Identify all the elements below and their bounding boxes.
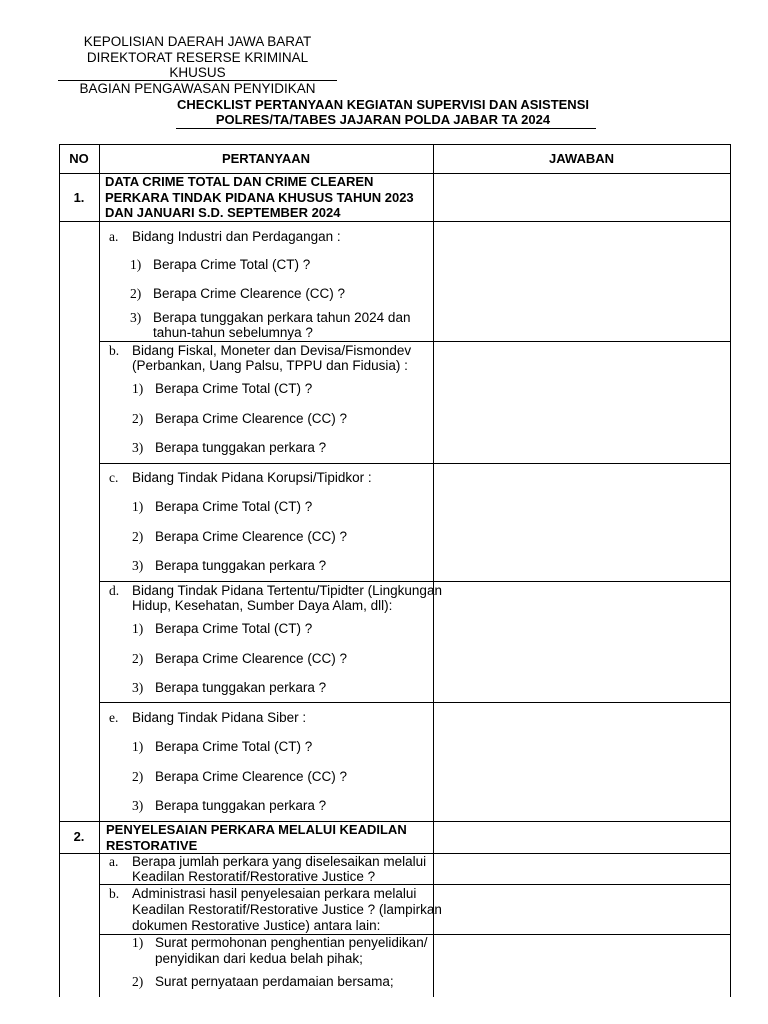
item-marker: d. xyxy=(109,583,120,598)
sub-item-marker: 2) xyxy=(130,286,142,301)
document-title xyxy=(170,97,596,127)
column-header-no: NO xyxy=(69,151,89,166)
item-text: Bidang Tindak Pidana Tertentu/Tipidter (Lingkungan xyxy=(132,583,442,598)
item-marker: b. xyxy=(109,886,120,901)
letterhead-line-1: KEPOLISIAN DAERAH JAWA BARAT xyxy=(83,34,312,49)
sub-item-text: Berapa Crime Clearence (CC) ? xyxy=(155,651,348,666)
sub-item-text: Berapa tunggakan perkara ? xyxy=(155,558,327,573)
item-text: Keadilan Restoratif/Restorative Justice ? (lampirkan xyxy=(132,902,442,917)
table-row-divider xyxy=(59,221,731,222)
sub-item-text: Berapa Crime Total (CT) ? xyxy=(155,621,313,636)
sub-item-text: Berapa tunggakan perkara ? xyxy=(155,440,327,455)
item-text: Bidang Tindak Pidana Korupsi/Tipidkor : xyxy=(132,470,372,485)
item-text: Berapa jumlah perkara yang diselesaikan melalui xyxy=(132,854,427,869)
column-header-jawaban: JAWABAN xyxy=(548,151,614,166)
item-text: Bidang Fiskal, Moneter dan Devisa/Fismondev xyxy=(132,343,412,358)
sub-item-text: Berapa Crime Clearence (CC) ? xyxy=(155,529,348,544)
sub-item-marker: 3) xyxy=(132,558,144,573)
document-title-underline xyxy=(176,128,596,129)
sub-item-text: penyidikan dari kedua belah pihak; xyxy=(155,951,363,966)
letterhead-line-2: DIREKTORAT RESERSE KRIMINAL KHUSUS xyxy=(86,49,309,80)
document-title-line-2: POLRES/TA/TABES JAJARAN POLDA JABAR TA 2024 xyxy=(215,112,551,127)
item-text: Hidup, Kesehatan, Sumber Daya Alam, dll): xyxy=(132,598,393,613)
letterhead-underline xyxy=(58,80,337,81)
sub-item-marker: 1) xyxy=(132,739,144,754)
checklist-table xyxy=(59,144,731,997)
sub-item-marker: 1) xyxy=(132,381,144,396)
sub-item-marker: 2) xyxy=(132,411,144,426)
section-number: 1. xyxy=(73,190,85,205)
sub-item-marker: 2) xyxy=(132,769,144,784)
sub-item-marker: 1) xyxy=(130,257,142,272)
table-row-divider xyxy=(99,702,731,703)
sub-item-text: Berapa Crime Total (CT) ? xyxy=(153,257,311,272)
sub-item-marker: 2) xyxy=(132,529,144,544)
item-text: Bidang Tindak Pidana Siber : xyxy=(132,710,307,725)
table-row-divider xyxy=(99,341,731,342)
item-text: Keadilan Restoratif/Restorative Justice ? xyxy=(132,869,376,884)
section-title: PENYELESAIAN PERKARA MELALUI KEADILAN RESTORATIVE xyxy=(106,822,407,853)
item-marker: e. xyxy=(109,710,119,725)
table-divider-no xyxy=(99,144,100,997)
item-text: Bidang Industri dan Perdagangan : xyxy=(132,229,341,244)
table-row-divider xyxy=(99,463,731,464)
section-title: DATA CRIME TOTAL DAN CRIME CLEAREN PERKARA TINDAK PIDANA KHUSUS TAHUN 2023 DAN JANUARI S.D. SEPTEMBER 2024 xyxy=(105,174,414,220)
sub-item-marker: 1) xyxy=(132,499,144,514)
sub-item-marker: 3) xyxy=(132,680,144,695)
item-marker: a. xyxy=(109,854,119,869)
sub-item-marker: 3) xyxy=(132,798,144,813)
column-header-pertanyaan: PERTANYAAN xyxy=(221,151,311,166)
sub-item-text: Berapa Crime Total (CT) ? xyxy=(155,499,313,514)
item-text: Administrasi hasil penyelesaian perkara melalui xyxy=(132,886,417,901)
sub-item-text: Berapa tunggakan perkara ? xyxy=(155,680,327,695)
sub-item-text: Surat permohonan penghentian penyelidikan/ xyxy=(155,935,428,950)
item-text: dokumen Restorative Justice) antara lain: xyxy=(132,918,381,933)
letterhead xyxy=(58,34,337,96)
sub-item-text: Berapa tunggakan perkara ? xyxy=(155,798,327,813)
item-marker: c. xyxy=(109,470,119,485)
sub-item-text: Surat pernyataan perdamaian bersama; xyxy=(155,974,394,989)
sub-item-marker: 3) xyxy=(132,440,144,455)
sub-item-marker: 1) xyxy=(132,935,144,950)
document-title-line-1: CHECKLIST PERTANYAAN KEGIATAN SUPERVISI DAN ASISTENSI xyxy=(177,97,589,112)
item-marker: b. xyxy=(109,343,120,358)
table-border-left xyxy=(59,144,60,997)
sub-item-marker: 2) xyxy=(132,651,144,666)
sub-item-text: Berapa Crime Total (CT) ? xyxy=(155,381,313,396)
sub-item-text: Berapa Crime Clearence (CC) ? xyxy=(155,769,348,784)
table-divider-jawaban xyxy=(433,144,434,997)
sub-item-text: Berapa tunggakan perkara tahun 2024 dan xyxy=(153,310,411,325)
letterhead-line-3: BAGIAN PENGAWASAN PENYIDIKAN xyxy=(79,80,316,96)
sub-item-text: Berapa Crime Clearence (CC) ? xyxy=(153,286,346,301)
sub-item-marker: 3) xyxy=(130,310,142,325)
item-text: (Perbankan, Uang Palsu, TPPU dan Fidusia) : xyxy=(132,358,408,373)
sub-item-text: Berapa Crime Clearence (CC) ? xyxy=(155,411,348,426)
item-marker: a. xyxy=(109,229,119,244)
section-number: 2. xyxy=(73,829,85,844)
sub-item-text: tahun-tahun sebelumnya ? xyxy=(153,325,313,340)
table-border-right xyxy=(730,144,731,997)
sub-item-text: Berapa Crime Total (CT) ? xyxy=(155,739,313,754)
table-row-divider xyxy=(99,581,731,582)
table-border-top xyxy=(59,144,731,145)
sub-item-marker: 2) xyxy=(132,974,144,989)
sub-item-marker: 1) xyxy=(132,621,144,636)
